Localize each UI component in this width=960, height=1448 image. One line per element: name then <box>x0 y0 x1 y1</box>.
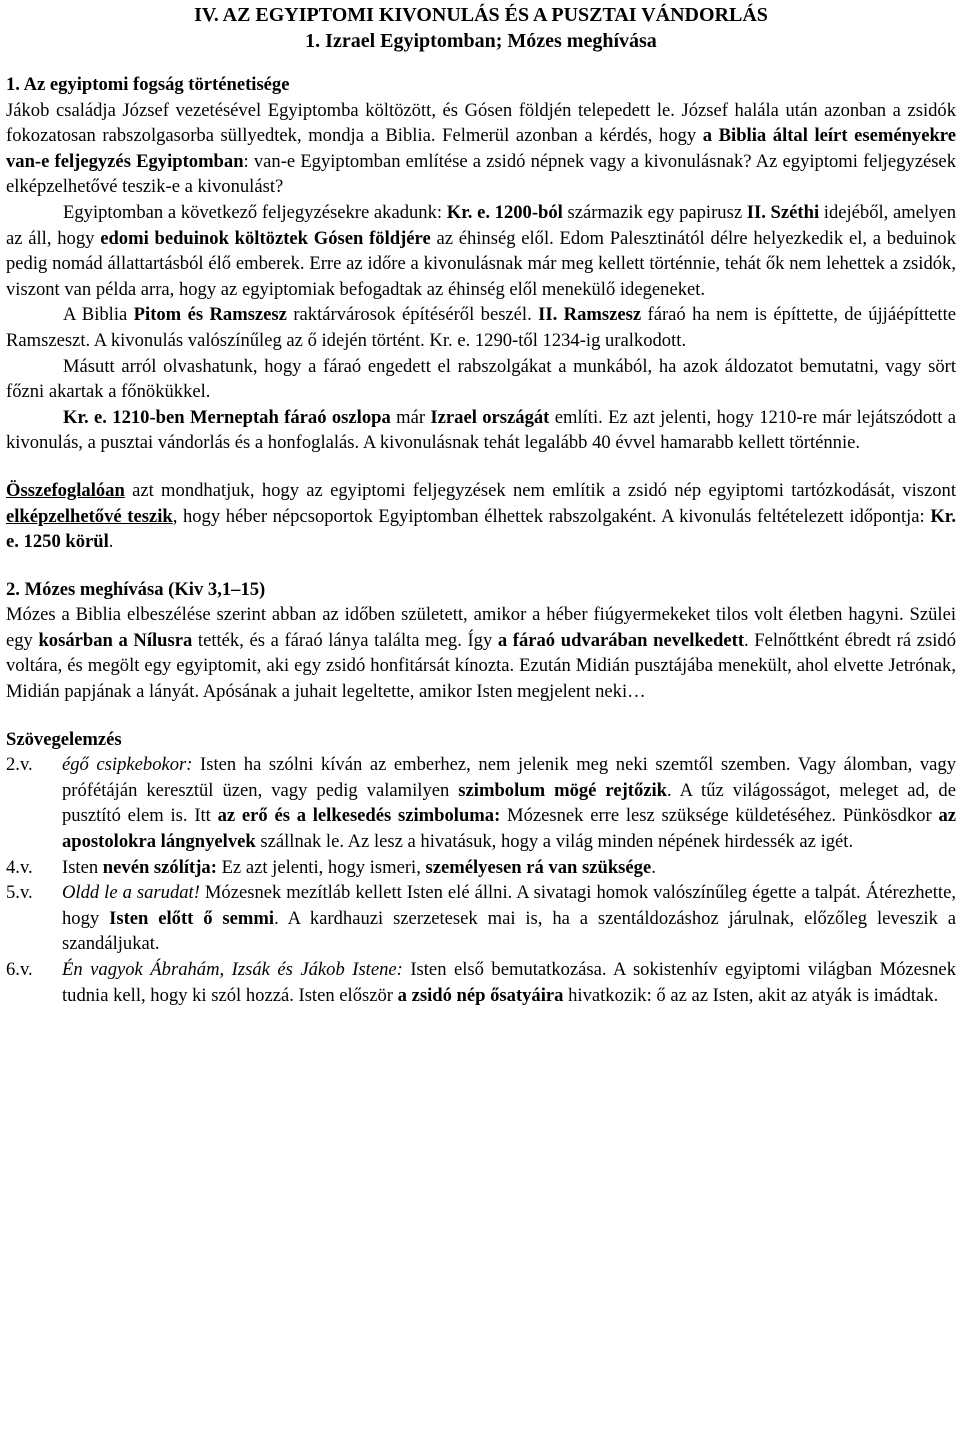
text-run: Egyiptomban a következő feljegyzésekre akadunk: <box>63 201 447 223</box>
bold-text-run: Izrael országát <box>430 406 550 428</box>
bold-text-run: nevén szólítja: <box>102 856 217 878</box>
section-1-paragraph-5 <box>6 405 956 456</box>
bold-text-run: edomi beduinok költöztek Gósen földjére <box>100 227 431 249</box>
section-1-heading: 1. Az egyiptomi fogság történetisége <box>6 74 290 95</box>
bold-text-run: II. Ramszesz <box>538 304 642 326</box>
text-run: fáraó ha nem is építtette, de újjáépíttette Ramszeszt. A kivonulás valószínűleg az ő idején történt. Kr. e. 1290-től 1234-ig uralkodott. <box>6 304 956 351</box>
text-run: említi. Ez azt jelenti, hogy 1210-re már lejátszódott a kivonulás, a pusztai vándorlás és a honfoglalás. A kivonulásnak tehát legalább 40 évvel hamarabb kellett történnie. <box>6 406 956 454</box>
section-2-heading: 2. Mózes meghívása (Kiv 3,1–15) <box>6 578 266 600</box>
bold-text-run: szimbolum mögé rejtőzik <box>458 779 668 801</box>
text-run: Ez azt jelenti, hogy ismeri, <box>216 856 426 878</box>
verse-comment <box>62 957 956 1008</box>
text-run: idejéből, amelyen az áll, hogy <box>6 201 956 249</box>
analysis-item <box>6 880 956 957</box>
analysis-item <box>6 855 956 881</box>
text-run: származik egy papirusz <box>562 201 747 223</box>
bold-text-run: Összefoglalóan <box>6 479 125 501</box>
verse-comment <box>62 752 956 854</box>
text-run: az éhinség elől. Edom Palesztinától délre helyezkedik el, a beduinok pedig nomád állattartásból élő emberek. Erre az időre a kivonulásnak már meg kellett történnie, tehát ők nem lehettek a zsidók, viszont van példa arra, hogy az egyiptomiak befogadtak az éhinség elől menekülő idegeneket. <box>6 227 956 300</box>
text-run: Mózes a Biblia elbeszélése szerint abban az időben született, amikor a héber fiúgyermekeket tilos volt életben hagyni. Szülei egy <box>6 604 956 651</box>
text-run: A Biblia <box>63 304 134 326</box>
section-1-paragraph-1 <box>6 98 956 200</box>
bold-text-run: Isten előtt ő semmi <box>109 907 275 929</box>
summary-paragraph <box>6 478 956 555</box>
italic-text-run: Oldd le a sarudat! <box>62 882 200 904</box>
bold-text-run: az apostolokra lángnyelvek <box>62 805 956 853</box>
verse-comment <box>62 880 956 957</box>
verse-number: 2.v. <box>6 754 33 776</box>
text-run: hivatkozik: ő az az Isten, akit az atyák is imádtak. <box>563 984 939 1006</box>
text-run: Mózesnek erre lesz szüksége küldetéséhez. Pünkösdkor <box>500 805 939 827</box>
document-title <box>6 0 956 54</box>
bold-text-run: a zsidó nép ősatyáira <box>397 984 564 1006</box>
bold-text-run: Kr. e. 1250 körül <box>6 505 956 553</box>
text-run: Mózesnek mezítláb kellett Isten elé állni. A sivatagi homok valószínűleg égette a talpát. Átérezhette, hogy <box>62 882 956 929</box>
title-line-2: 1. Izrael Egyiptomban; Mózes meghívása <box>305 30 657 52</box>
section-1-paragraph-2 <box>6 200 956 302</box>
bold-text-run: elképzelhetővé teszik <box>6 505 173 527</box>
bold-text-run: Kr. e. 1210-ben Merneptah fáraó oszlopa <box>63 406 391 428</box>
bold-text-run: kosárban a Nílusra <box>38 629 193 651</box>
text-run: már <box>390 406 431 428</box>
section-1-paragraph-4 <box>6 354 956 405</box>
bold-text-run: a fáraó udvarában nevelkedett <box>497 629 745 651</box>
text-run: Isten <box>62 856 103 878</box>
verse-number: 6.v. <box>6 959 33 980</box>
bold-text-run: Pitom és Ramszesz <box>133 304 287 326</box>
title-line-1: IV. AZ EGYIPTOMI KIVONULÁS ÉS A PUSZTAI VÁNDORLÁS <box>194 4 768 26</box>
text-run: raktárvárosok építéséről beszél. <box>286 304 539 326</box>
text-run: : van-e Egyiptomban említése a zsidó népnek vagy a kivonulásnak? Az egyiptomi feljegyzések elképzelhetővé teszik-e a kivonulást? <box>6 150 956 198</box>
text-run: szállnak le. Az lesz a hivatásuk, hogy a világ minden népének hirdessék az igét. <box>255 831 854 853</box>
text-run: tették, és a fáraó lánya találta meg. Így <box>192 629 498 651</box>
text-run: . <box>651 856 656 878</box>
italic-text-run: Én vagyok Ábrahám, Izsák és Jákob Istene: <box>62 959 403 980</box>
bold-text-run: a Biblia által leírt eseményekre van-e feljegyzés Egyiptomban <box>6 125 956 172</box>
text-run: Másutt arról olvashatunk, hogy a fáraó engedett el rabszolgákat a munkából, ha azok áldozatot bemutatni, vagy sört főzni akartak a főnökükkel. <box>6 355 956 403</box>
analysis-heading: Szövegelemzés <box>6 728 122 750</box>
text-run: . <box>108 531 114 553</box>
text-run: , hogy héber népcsoportok Egyiptomban élhettek rabszolgaként. A kivonulás feltételezett időpontja: <box>172 505 931 527</box>
analysis-item <box>6 752 956 854</box>
verse-comment <box>62 855 956 881</box>
text-run: . A kardhauzi szerzetesek mai is, ha a szentáldozáshoz járulnak, előzőleg leveszik a szandáljukat. <box>62 907 957 955</box>
text-run: . A tűz világosságot, meleget ad, de pusztító elem is. Itt <box>62 779 956 827</box>
analysis-item <box>6 957 956 1008</box>
bold-text-run: az erő és a lelkesedés szimboluma: <box>217 805 501 827</box>
verse-number: 4.v. <box>6 856 33 878</box>
text-run: azt mondhatjuk, hogy az egyiptomi feljegyzések nem említik a zsidó nép egyiptomi tartózkodását, viszont <box>124 479 956 501</box>
italic-text-run: égő csipkebokor: <box>62 754 193 776</box>
bold-text-run: személyesen rá van szüksége <box>425 856 652 878</box>
bold-text-run: II. Széthi <box>746 201 820 223</box>
text-run: . Felnőttként ébredt rá zsidó voltára, és megölt egy egyiptomit, aki egy zsidó honfitársát kínozta. Ezután Midián pusztájába menekült, ahol elvette Jetrónak, Midián papjának a lányát. Apósának a juhait legeltette, amikor Isten megjelent neki… <box>6 629 956 703</box>
text-run: Jákob családja József vezetésével Egyiptomba költözött, és Gósen földjén telepedett le. József halála után azonban a zsidók fokozatosan rabszolgasorba süllyedtek, mondja a Biblia. Felmerül azonban a kérdés, hogy <box>6 99 956 147</box>
section-2-paragraph-1 <box>6 602 956 704</box>
text-run: Isten ha szólni kíván az emberhez, nem jelenik meg neki szemtől szemben. Vagy álomban, vagy prófétáján keresztül üzen, vagy pedig valamilyen <box>62 754 956 801</box>
text-run: Isten első bemutatkozása. A sokistenhív egyiptomi világban Mózesnek tudnia kell, hogy ki szól hozzá. Isten először <box>62 959 956 1006</box>
verse-number: 5.v. <box>6 882 33 904</box>
section-1-paragraph-3 <box>6 302 956 353</box>
bold-text-run: Kr. e. 1200-ból <box>446 201 563 223</box>
